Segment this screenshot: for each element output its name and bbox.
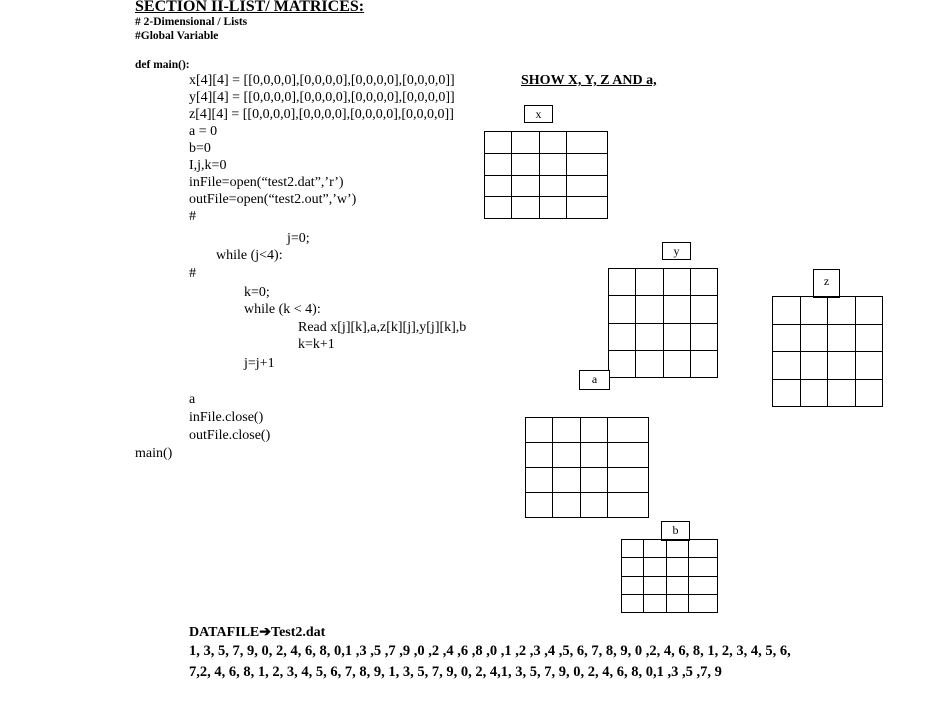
code-line: b=0 <box>189 141 211 156</box>
datafile-heading <box>189 624 325 641</box>
j-inc-line: j=j+1 <box>244 356 275 371</box>
grid-y-label: y <box>662 242 691 260</box>
main-call-line: main() <box>135 446 173 461</box>
grid-z-label: z <box>813 269 840 298</box>
datafile-filename: Test2.dat <box>271 625 326 640</box>
datafile-label: DATAFILE <box>189 625 260 640</box>
datafile-contents: 1, 3, 5, 7, 9, 0, 2, 4, 6, 8, 0,1 ,3 ,5 ,7 ,9 ,0 ,2 ,4 ,6 ,8 ,0 ,1 ,2 ,3 ,4 ,5, 6, 7, 8, 9, 0 ,2, 4, 6, 8, 1, 2, 3, 4, 5, 6, 7,2, 4, 6, 8, 1, 2, 3, 4, 5, 6, 7, 8, 9, 1, 3, 5, 7, 9, 0, 2, 4,1, 3, 5, 7, 9, 0, 2, 4, 6, 8, 0,1 ,3 ,5 ,7, 9 <box>189 643 791 680</box>
grid-y <box>608 268 718 378</box>
code-line: # <box>189 209 196 224</box>
grid-z <box>772 296 883 407</box>
grid-x <box>484 131 608 219</box>
grid-b-label: b <box>661 521 690 541</box>
code-line: z[4][4] = [[0,0,0,0],[0,0,0,0],[0,0,0,0],[0,0,0,0]] <box>189 107 454 122</box>
while-inner-line: while (k < 4): <box>244 302 321 317</box>
code-line: y[4][4] = [[0,0,0,0],[0,0,0,0],[0,0,0,0],[0,0,0,0]] <box>189 90 455 105</box>
k-init-line: k=0; <box>244 285 270 300</box>
def-main-line: def main(): <box>135 59 190 71</box>
read-line: Read x[j][k],a,z[k][j],y[j][k],b <box>298 320 467 335</box>
grid-b <box>621 539 718 613</box>
code-body <box>189 72 455 225</box>
subtitle-global: #Global Variable <box>135 30 219 42</box>
grid-middle <box>525 417 649 518</box>
a-line: a <box>189 392 196 407</box>
grid-x-label: x <box>524 105 553 123</box>
close-out-line: outFile.close() <box>189 428 271 443</box>
code-line: outFile=open(“test2.out”,’w’) <box>189 192 357 207</box>
code-line: inFile=open(“test2.dat”,’r’) <box>189 175 344 190</box>
code-line: x[4][4] = [[0,0,0,0],[0,0,0,0],[0,0,0,0],[0,0,0,0]] <box>189 73 455 88</box>
section-title: SECTION II-LIST/ MATRICES: <box>135 0 365 15</box>
show-heading: SHOW X, Y, Z AND a, <box>521 73 657 88</box>
code-line: I,j,k=0 <box>189 158 227 173</box>
close-in-line: inFile.close() <box>189 410 264 425</box>
k-inc-line: k=k+1 <box>298 337 335 352</box>
arrow-icon: ➔ <box>259 625 272 640</box>
subtitle-lists: # 2-Dimensional / Lists <box>135 16 248 28</box>
code-line: a = 0 <box>189 124 218 139</box>
grid-a-label: a <box>579 370 610 390</box>
hash-line: # <box>189 266 196 281</box>
while-outer-line: while (j<4): <box>216 248 283 263</box>
j-init-line: j=0; <box>287 231 310 246</box>
